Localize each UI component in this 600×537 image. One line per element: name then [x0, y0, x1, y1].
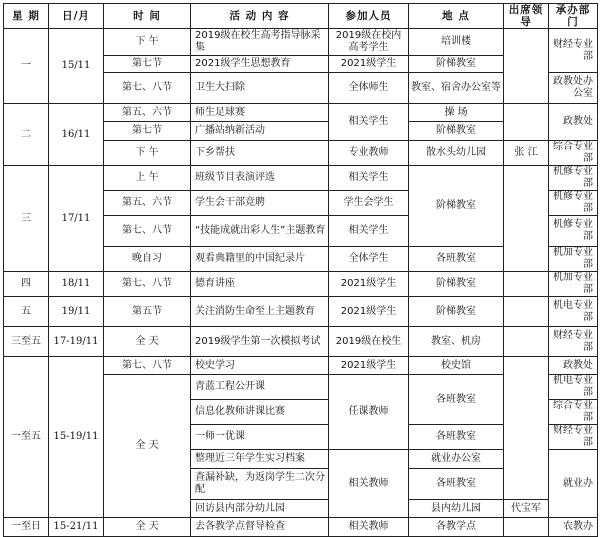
activity-cell: 整理近三年学生实习档案: [191, 450, 329, 469]
header-department: 承办部门: [549, 4, 598, 29]
time-cell: 第七、八节: [104, 272, 191, 297]
participants-cell: 相关学生: [329, 104, 409, 141]
time-cell: 全 天: [104, 518, 191, 537]
activity-cell: 校史学习: [191, 357, 329, 375]
time-cell: 晚自习: [104, 247, 191, 272]
time-cell: 第五、六节: [104, 191, 191, 216]
leader-cell: [504, 166, 549, 272]
table-row: [4, 357, 598, 375]
header-participants: 参加人员: [329, 4, 409, 29]
participants-cell: 相关学生: [329, 166, 409, 191]
leader-cell: [504, 327, 549, 357]
location-cell: 阶梯教室: [409, 272, 504, 297]
activity-cell: 查漏补缺，为返岗学生二次分配: [191, 469, 329, 500]
department-cell: 机修专业部: [549, 191, 598, 216]
time-cell: 第五、六节: [104, 104, 191, 122]
activity-cell: 2021级学生思想教育: [191, 56, 329, 73]
department-cell: 财经专业部: [549, 425, 598, 450]
weekday-cell: 三至五: [4, 327, 49, 357]
location-cell: 校史馆: [409, 357, 504, 375]
participants-cell: 2021级学生: [329, 297, 409, 327]
department-cell: 机电专业部: [549, 297, 598, 327]
time-cell: 第五节: [104, 297, 191, 327]
department-cell: 农教办: [549, 518, 598, 537]
department-cell: 政教处: [549, 104, 598, 141]
department-cell: 机加专业部: [549, 247, 598, 272]
department-cell: 政教处: [549, 357, 598, 375]
department-cell: 机修专业部: [549, 216, 598, 247]
weekday-cell: 五: [4, 297, 49, 327]
activity-cell: 观看典籍里的中国纪录片: [191, 247, 329, 272]
weekday-cell: 一: [4, 29, 49, 104]
location-cell: 培训楼: [409, 29, 504, 56]
participants-cell: 专业教师: [329, 141, 409, 166]
time-cell: 全 天: [104, 327, 191, 357]
location-cell: 就业办公室: [409, 450, 504, 469]
activity-cell: 2019级学生第一次模拟考试: [191, 327, 329, 357]
date-cell: 17/11: [49, 166, 104, 272]
participants-cell: 2021级学生: [329, 56, 409, 73]
table-row: [4, 272, 598, 297]
department-cell: 就业办: [549, 450, 598, 518]
location-cell: 阶梯教室: [409, 56, 504, 73]
activity-cell: 师生足球赛: [191, 104, 329, 122]
time-cell: 下 午: [104, 141, 191, 166]
table-row: [4, 518, 598, 537]
activity-cell: 卫生大扫除: [191, 73, 329, 104]
department-cell: 综合专业部: [549, 400, 598, 425]
leader-cell: [504, 272, 549, 297]
activity-cell: 班级节目表演评选: [191, 166, 329, 191]
participants-cell: 相关学生: [329, 216, 409, 247]
weekday-cell: 一至五: [4, 357, 49, 518]
activity-cell: “技能成就出彩人生”主题教育: [191, 216, 329, 247]
time-cell: 第七、八节: [104, 216, 191, 247]
header-leader: 出席领导: [504, 4, 549, 29]
department-cell: 机加专业部: [549, 272, 598, 297]
location-cell: 各班教室: [409, 469, 504, 500]
header-date: 日/月: [49, 4, 104, 29]
department-cell: 机修专业部: [549, 166, 598, 191]
date-cell: 15/11: [49, 29, 104, 104]
leader-cell: 张 江: [504, 141, 549, 166]
activity-cell: 信息化教师讲课比赛: [191, 400, 329, 425]
activity-cell: 德育讲座: [191, 272, 329, 297]
location-cell: 阶梯教室: [409, 297, 504, 327]
weekday-cell: 四: [4, 272, 49, 297]
activity-cell: 学生会干部竞聘: [191, 191, 329, 216]
table-row: [4, 104, 598, 122]
header-location: 地 点: [409, 4, 504, 29]
department-cell: 财经专业部: [549, 327, 598, 357]
leader-cell: 代宝军: [504, 500, 549, 518]
header-row: [4, 4, 598, 29]
table-row: [4, 327, 598, 357]
participants-cell: 2021级学生: [329, 357, 409, 375]
weekday-cell: 一至日: [4, 518, 49, 537]
location-cell: 阶梯教室: [409, 122, 504, 141]
location-cell: 各班教室: [409, 375, 504, 425]
leader-cell: [504, 29, 549, 104]
participants-cell: 全体学生: [329, 247, 409, 272]
time-cell: 下 午: [104, 29, 191, 56]
table-row: [4, 166, 598, 191]
activity-cell: 下乡帮扶: [191, 141, 329, 166]
leader-cell: [504, 518, 549, 537]
time-cell: 第七、八节: [104, 357, 191, 375]
department-cell: 财经专业部: [549, 29, 598, 73]
header-activity: 活 动 内 容: [191, 4, 329, 29]
participants-cell: 相关教师: [329, 518, 409, 537]
location-cell: 阶梯教室: [409, 166, 504, 247]
participants-cell: 2021级学生: [329, 272, 409, 297]
date-cell: 18/11: [49, 272, 104, 297]
department-cell: 综合专业部: [549, 141, 598, 166]
table-row: [4, 297, 598, 327]
date-cell: 15-21/11: [49, 518, 104, 537]
activity-cell: 一师一优课: [191, 425, 329, 450]
department-cell: 政教处办公室: [549, 73, 598, 104]
participants-cell: 全体师生: [329, 73, 409, 104]
time-cell: 第七、八节: [104, 73, 191, 104]
date-cell: 17-19/11: [49, 327, 104, 357]
header-weekday: 星 期: [4, 4, 49, 29]
location-cell: 各班教室: [409, 425, 504, 450]
leader-cell: [504, 357, 549, 500]
table-row: [4, 29, 598, 56]
leader-cell: [504, 297, 549, 327]
date-cell: 15-19/11: [49, 357, 104, 518]
participants-cell: 2019级在校内高考学生: [329, 29, 409, 56]
location-cell: 教室、机房: [409, 327, 504, 357]
activity-cell: 2019级在校生高考指导脉采集: [191, 29, 329, 56]
location-cell: 县内幼儿园: [409, 500, 504, 518]
location-cell: 各班教室: [409, 247, 504, 272]
activity-cell: 关注消防生命至上主题教育: [191, 297, 329, 327]
participants-cell: 学生会学生: [329, 191, 409, 216]
participants-cell: 相关教师: [329, 450, 409, 518]
location-cell: 各教学点: [409, 518, 504, 537]
weekly-schedule-table: [3, 3, 598, 537]
participants-cell: 2019级在校生: [329, 327, 409, 357]
time-cell: 全 天: [104, 375, 191, 518]
activity-cell: 回访县内部分幼儿园: [191, 500, 329, 518]
department-cell: 机电专业部: [549, 375, 598, 400]
header-time: 时 间: [104, 4, 191, 29]
date-cell: 19/11: [49, 297, 104, 327]
date-cell: 16/11: [49, 104, 104, 166]
location-cell: 教室、宿舍办公室等: [409, 73, 504, 104]
location-cell: 散水头幼儿园: [409, 141, 504, 166]
activity-cell: 广播站纳新活动: [191, 122, 329, 141]
time-cell: 第七节: [104, 122, 191, 141]
time-cell: 第七节: [104, 56, 191, 73]
time-cell: 上 午: [104, 166, 191, 191]
location-cell: 操 场: [409, 104, 504, 122]
weekday-cell: 三: [4, 166, 49, 272]
participants-cell: 任课教师: [329, 375, 409, 450]
leader-cell: [504, 104, 549, 141]
activity-cell: 青蓝工程公开课: [191, 375, 329, 400]
weekday-cell: 二: [4, 104, 49, 166]
activity-cell: 去各教学点督导检查: [191, 518, 329, 537]
